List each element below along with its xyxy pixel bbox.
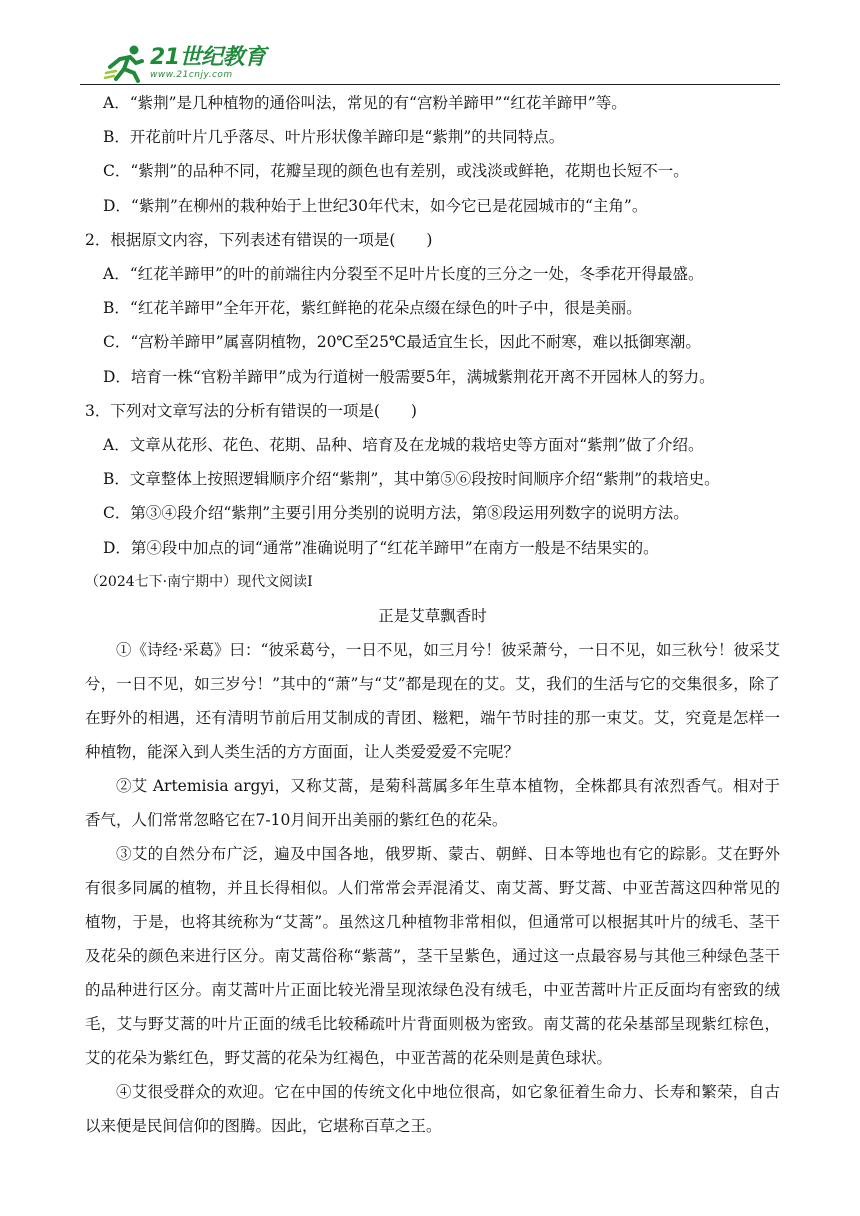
q3-option-a: A．文章从花形、花色、花期、品种、培育及在龙城的栽培史等方面对“紫荆”做了介绍。 — [103, 436, 704, 455]
logo-title: 21世纪教育 — [150, 44, 266, 70]
article-paragraph-3: ③艾的自然分布广泛，遍及中国各地，俄罗斯、蒙古、朝鲜、日本等地也有它的踪影。艾在野外有很多同属的植物，并且长得相似。人们常常会弄混淆艾、南艾蒿、野艾蒿、中亚苦蒿这四种常见的植物，于是，也将其统称为“艾蒿”。虽然这几种植物非常相似，但通常可以根据其叶片的绒毛、茎干及花朵的颜色来进行区分。南艾蒿俗称“紫蒿”，茎干呈紫色，通过这一点最容易与其他三种绿色茎干的品种进行区分。南艾蒿叶片正面比较光滑呈现浓绿色没有绒毛，中亚苦蒿叶片正反面均有密致的绒毛，艾与野艾蒿的叶片正面的绒毛比较稀疏叶片背面则极为密致。南艾蒿的花朵基部呈现紫红棕色，艾的花朵为紫红色，野艾蒿的花朵为红褐色，中亚苦蒿的花朵则是黄色球状。 — [85, 845, 780, 1068]
q3-stem: 3．下列对文章写法的分析有错误的一项是( ) — [85, 401, 417, 420]
header-divider — [80, 84, 780, 85]
q1-option-b: B．开花前叶片几乎落尽、叶片形状像羊蹄印是“紫荆”的共同特点。 — [103, 128, 565, 147]
document-body — [85, 86, 780, 1143]
page-header — [80, 40, 780, 86]
q3-option-d: D．第④段中加点的词“通常”准确说明了“红花羊蹄甲”在南方一般是不结果实的。 — [103, 538, 659, 557]
q1-option-c: C．“紫荆”的品种不同，花瓣呈现的颜色也有差别，或浅淡或鲜艳，花期也长短不一。 — [103, 162, 689, 181]
article-paragraph-1: ①《诗经·采葛》曰：“彼采葛兮，一日不见，如三月兮！彼采萧兮，一日不见，如三秋兮！彼采艾兮，一日不见，如三岁兮！”其中的“萧”与“艾”都是现在的艾。艾，我们的生活与它的交集很多，除了在野外的相遇，还有清明节前后用艾制成的青团、糍粑，端午节时挂的那一束艾。艾，究竟是怎样一种植物，能深入到人类生活的方方面面，让人类爱爱爱不完呢？ — [85, 641, 780, 762]
q2-stem: 2．根据原文内容，下列表述有错误的一项是( ) — [85, 230, 433, 249]
q1-option-a: A．“紫荆”是几种植物的通俗叫法，常见的有“宫粉羊蹄甲”“红花羊蹄甲”等。 — [103, 94, 627, 112]
logo — [104, 42, 266, 84]
q3-option-b: B．文章整体上按照逻辑顺序介绍“紫荆”，其中第⑤⑥段按时间顺序介绍“紫荆”的栽培史。 — [103, 470, 720, 489]
article-paragraph-4: ④艾很受群众的欢迎。它在中国的传统文化中地位很高，如它象征着生命力、长寿和繁荣，自古以来便是民间信仰的图腾。因此，它堪称百草之王。 — [85, 1083, 780, 1136]
q2-option-d: D．培育一株“官粉羊蹄甲”成为行道树一般需要5年，满城紫荆花开离不开园林人的努力。 — [103, 367, 715, 386]
runner-logo-icon — [104, 43, 148, 83]
q2-option-c: C．“宫粉羊蹄甲”属喜阴植物，20℃至25℃最适宜生长，因此不耐寒，难以抵御寒潮。 — [103, 333, 701, 352]
q3-option-c: C．第③④段介绍“紫荆”主要引用分类别的说明方法，第⑧段运用列数字的说明方法。 — [103, 504, 689, 523]
q2-option-b: B．“红花羊蹄甲”全年开花，紫红鲜艳的花朵点缀在绿色的叶子中，很是美丽。 — [103, 299, 642, 318]
q1-option-d: D．“紫荆”在柳州的栽种始于上世纪30年代末，如今它已是花园城市的“主角”。 — [103, 196, 648, 215]
logo-url: www.21cnjy.com — [150, 69, 233, 80]
section-source: （2024七下·南宁期中）现代文阅读Ⅰ — [85, 573, 313, 590]
article-title: 正是艾草飘香时 — [378, 607, 487, 626]
article-paragraph-2: ②艾 Artemisia argyi，又称艾蒿，是菊科蒿属多年生草本植物，全株都具有浓烈香气。相对于香气，人们常常忽略它在7-10月间开出美丽的紫红色的花朵。 — [85, 777, 780, 830]
q2-option-a: A．“红花羊蹄甲”的叶的前端往内分裂至不足叶片长度的三分之一处，冬季花开得最盛。 — [103, 265, 704, 284]
